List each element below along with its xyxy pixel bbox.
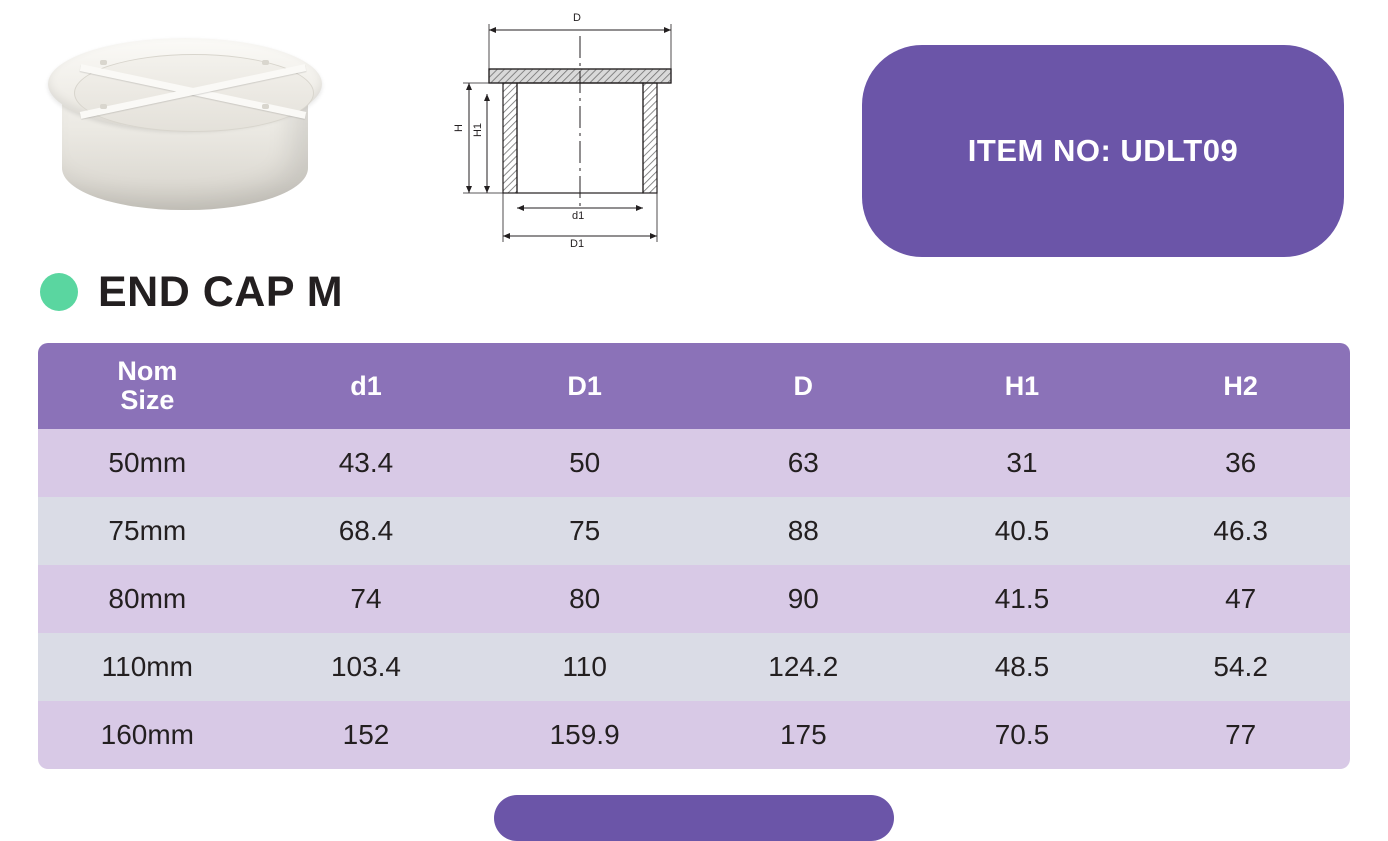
cell-h1: 40.5 — [913, 497, 1132, 565]
table-header-row — [38, 343, 1350, 429]
table-header — [38, 343, 1350, 429]
cell-h2: 47 — [1131, 565, 1350, 633]
table-row — [38, 497, 1350, 565]
cell-h2: 54.2 — [1131, 633, 1350, 701]
cell-nom-size: 80mm — [38, 565, 257, 633]
cell-nom-size: 110mm — [38, 633, 257, 701]
cell-d1-small: 103.4 — [257, 633, 476, 701]
column-header-h1: H1 — [913, 343, 1132, 429]
cell-h1: 48.5 — [913, 633, 1132, 701]
column-header-nom-size — [38, 343, 257, 429]
cell-d1-large: 50 — [475, 429, 694, 497]
cap-nub-icon — [100, 104, 107, 109]
column-header-nom-size-line1: Nom — [117, 355, 178, 386]
page-title — [40, 262, 343, 322]
bullet-dot-icon — [40, 273, 78, 311]
cell-nom-size: 160mm — [38, 701, 257, 769]
end-cap-rim — [48, 38, 322, 130]
drawing-label-h1: H1 — [472, 122, 485, 138]
column-header-d1-small: d1 — [257, 343, 476, 429]
cell-nom-size: 75mm — [38, 497, 257, 565]
footer-pill — [494, 795, 894, 841]
cell-h2: 46.3 — [1131, 497, 1350, 565]
cap-nub-icon — [100, 60, 107, 65]
cell-d: 124.2 — [694, 633, 913, 701]
column-header-d1-large: D1 — [475, 343, 694, 429]
product-photo — [40, 30, 330, 225]
drawing-label-d: D — [573, 12, 581, 24]
cell-d1-small: 68.4 — [257, 497, 476, 565]
top-section — [0, 0, 1388, 265]
cell-d: 63 — [694, 429, 913, 497]
cell-h1: 31 — [913, 429, 1132, 497]
column-header-nom-size-line2: Size — [120, 385, 175, 415]
cell-h2: 36 — [1131, 429, 1350, 497]
page-title-text: END CAP M — [98, 267, 344, 316]
item-number-badge — [862, 45, 1344, 257]
drawing-label-h: H — [452, 124, 465, 132]
cell-d: 90 — [694, 565, 913, 633]
cell-d1-small: 74 — [257, 565, 476, 633]
item-number-label: ITEM NO: UDLT09 — [967, 133, 1239, 168]
cell-d: 175 — [694, 701, 913, 769]
technical-drawing — [452, 12, 705, 257]
cell-d1-large: 159.9 — [475, 701, 694, 769]
specification-table — [38, 343, 1350, 769]
column-header-h2: H2 — [1131, 343, 1350, 429]
cell-nom-size: 50mm — [38, 429, 257, 497]
cap-nub-icon — [262, 104, 269, 109]
cell-h1: 70.5 — [913, 701, 1132, 769]
table-row — [38, 633, 1350, 701]
cell-d: 88 — [694, 497, 913, 565]
cell-h2: 77 — [1131, 701, 1350, 769]
drawing-label-d1-outer: D1 — [570, 238, 585, 250]
cell-d1-large: 75 — [475, 497, 694, 565]
cap-nub-icon — [262, 60, 269, 65]
drawing-label-d1-inner: d1 — [572, 210, 585, 222]
cell-d1-large: 80 — [475, 565, 694, 633]
table-row — [38, 565, 1350, 633]
cell-h1: 41.5 — [913, 565, 1132, 633]
table-row — [38, 701, 1350, 769]
table-body — [38, 429, 1350, 769]
cell-d1-small: 152 — [257, 701, 476, 769]
cell-d1-large: 110 — [475, 633, 694, 701]
table-row — [38, 429, 1350, 497]
column-header-d: D — [694, 343, 913, 429]
cell-d1-small: 43.4 — [257, 429, 476, 497]
